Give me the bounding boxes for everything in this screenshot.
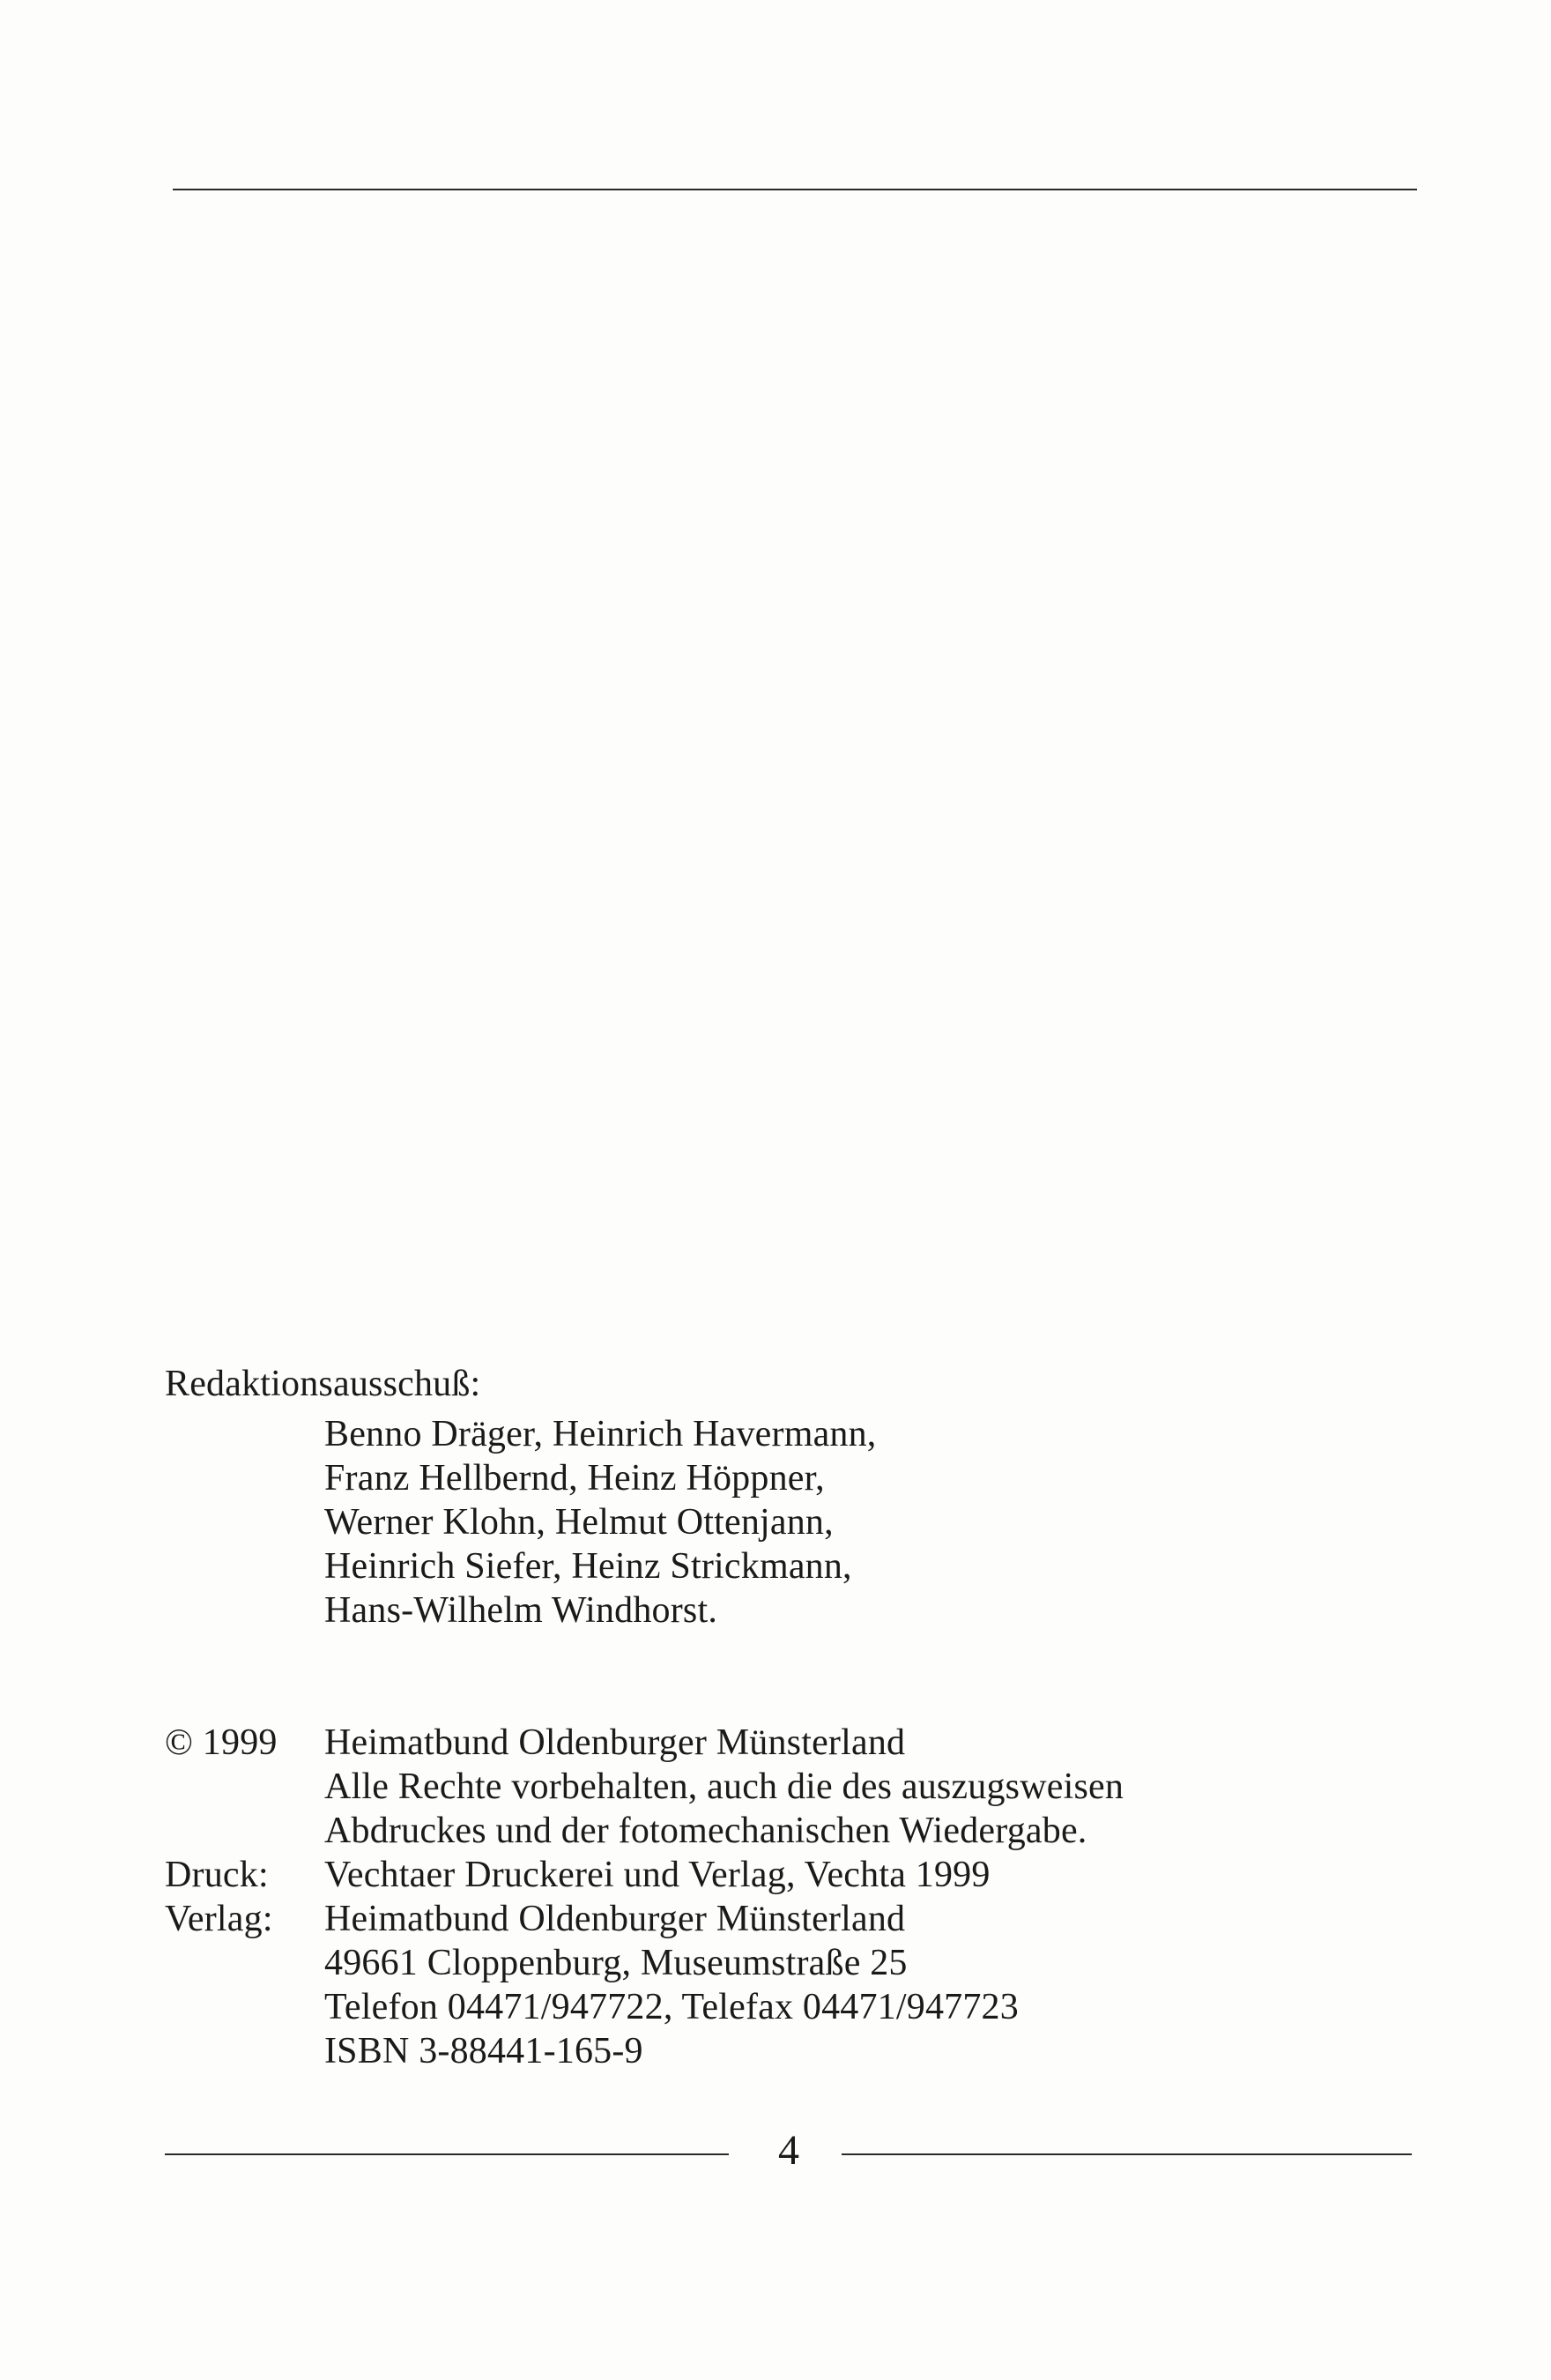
footer-rule-left: [165, 2153, 729, 2155]
print-value: Vechtaer Druckerei und Verlag, Vechta 1999: [324, 1855, 991, 1895]
copyright-line: Alle Rechte vorbehalten, auch die des auszugsweisen: [324, 1766, 1124, 1807]
editorial-member-line: Benno Dräger, Heinrich Havermann,: [324, 1414, 877, 1454]
publisher-line: Heimatbund Oldenburger Münsterland: [324, 1899, 906, 1939]
print-label: Druck:: [165, 1855, 269, 1895]
editorial-member-line: Heinrich Siefer, Heinz Strickmann,: [324, 1546, 852, 1587]
copyright-line: Heimatbund Oldenburger Münsterland: [324, 1722, 906, 1763]
publisher-line: 49661 Cloppenburg, Museumstraße 25: [324, 1943, 908, 1983]
publisher-line: Telefon 04471/947722, Telefax 04471/947723: [324, 1987, 1019, 2027]
publisher-label: Verlag:: [165, 1899, 273, 1939]
footer-rule-right: [842, 2153, 1412, 2155]
editorial-member-line: Werner Klohn, Helmut Ottenjann,: [324, 1502, 834, 1543]
editorial-member-line: Hans-Wilhelm Windhorst.: [324, 1590, 718, 1631]
top-rule: [173, 189, 1417, 190]
page-number: 4: [778, 2127, 799, 2174]
editorial-label: Redaktionsausschuß:: [165, 1364, 481, 1404]
copyright-label: © 1999: [165, 1722, 278, 1763]
copyright-line: Abdruckes und der fotomechanischen Wiedergabe.: [324, 1811, 1087, 1851]
editorial-member-line: Franz Hellbernd, Heinz Höppner,: [324, 1458, 825, 1499]
publisher-line: ISBN 3-88441-165-9: [324, 2031, 643, 2071]
